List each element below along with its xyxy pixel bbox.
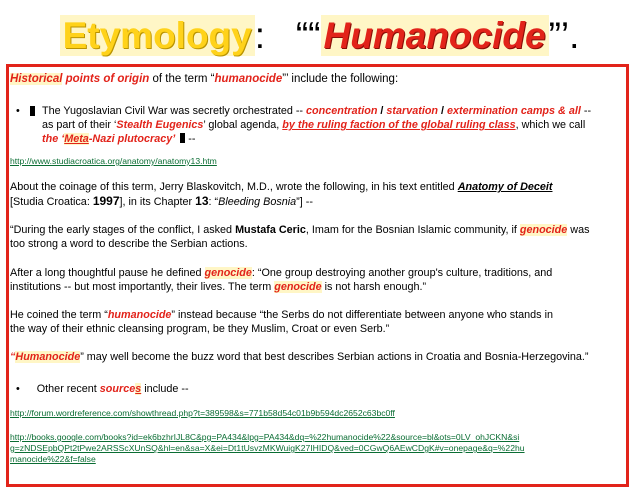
bullet-dot: • [16, 105, 20, 117]
para-after-c: institutions -- but most importantly, their lives. The term [10, 281, 275, 293]
bullet-2-a: Other recent [36, 383, 100, 395]
bleeding-bosnia: Bleeding Bosnia [218, 196, 297, 208]
genocide-3: genocide [274, 281, 322, 293]
bullet-2-b: include -- [141, 383, 189, 395]
link-google-books[interactable] [10, 432, 622, 465]
title-period: . [569, 15, 580, 56]
bullet-1-text-e: , which we call [515, 119, 586, 131]
slide-title [0, 14, 639, 58]
title-humanocide: Humanocide [321, 15, 549, 56]
para-during-c: was [567, 224, 590, 236]
bullet-1-text-b: -- [580, 105, 592, 117]
para-after-b: : “One group destroying another group's culture, traditions, and [251, 267, 553, 279]
stealth-eugenics: Stealth Eugenics [116, 119, 204, 131]
title-etymology: Etymology [60, 15, 255, 56]
para-coined-b: ” instead because “the Serbs do not differentiate between anyone who stands in [171, 309, 553, 321]
intro-term-pre: of the term “ [149, 73, 215, 85]
genocide-2: genocide [204, 267, 252, 279]
slash-2: / [438, 105, 448, 117]
bullet-1-text-h: -- [188, 133, 196, 145]
title-quote-open: ““ [295, 15, 321, 56]
para-buzz [10, 350, 622, 364]
humanocide-coined: humanocide [107, 309, 172, 321]
para-about-e: ”] -- [296, 196, 313, 208]
bullet-2-dot: • [16, 383, 20, 395]
intro-line [10, 72, 398, 86]
concentration: concentration [306, 105, 378, 117]
buzz-quote: “ [10, 351, 16, 363]
extermination-camps: extermination camps [447, 105, 556, 117]
bullet-1-line-1 [42, 104, 622, 118]
title-quote-close: ”’ [548, 15, 570, 56]
para-after-d: is not harsh enough.” [321, 281, 427, 293]
square-marker [30, 106, 35, 116]
intro-points: points of origin [65, 73, 150, 85]
sources-word: source [99, 383, 136, 395]
para-during [10, 223, 622, 251]
link-wordreference[interactable]: http://forum.wordreference.com/showthread.php?t=389598&s=771b58d54c01b9b594dc2652c63bc0ff [10, 408, 395, 418]
para-during-b: , Imam for the Bosnian Islamic community, if [305, 224, 520, 236]
ruling-faction: by the ruling faction of the global ruling class [282, 119, 516, 131]
square-marker-2 [180, 133, 185, 143]
chapter: 13 [195, 194, 209, 208]
bullet-1-text-f: the ‘ [42, 133, 65, 145]
para-after [10, 266, 622, 294]
link-google-books-3[interactable]: manocide%22&f=false [10, 454, 96, 464]
link-google-books-1[interactable]: http://books.google.com/books?id=ek6bzhrIJL8C&pg=PA434&lpg=PA434&dq=%22humanocide%22&source=bl&ots=0LV_ohJCKN&si [10, 432, 520, 442]
ampersand: & [555, 105, 569, 117]
para-after-a: After a long thoughtful pause he defined [10, 267, 205, 279]
para-coined [10, 308, 622, 336]
bullet-1-line-3 [42, 132, 622, 146]
bullet-1-line-2 [42, 118, 622, 132]
humanocide-buzz: Humanocide [15, 351, 81, 363]
para-during-d: too strong a word to describe the Serbian actions. [10, 238, 248, 250]
intro-historical: Historical [10, 73, 63, 85]
intro-term-post: ”’ include the following: [282, 73, 399, 85]
genocide-1: genocide [519, 224, 568, 236]
para-coined-c: the way of their ethnic cleansing program, be they Muslim, Croat or even Serb.” [10, 323, 390, 335]
para-during-a: “During the early stages of the conflict, I asked [10, 224, 236, 236]
para-coined-a: He coined the term “ [10, 309, 108, 321]
para-about [10, 180, 622, 209]
nazi-plutocracy: -Nazi plutocracy [88, 133, 173, 145]
book-title: Anatomy of Deceit [457, 181, 553, 193]
title-colon: : [254, 15, 266, 56]
bullet-1-text-c: as part of their ‘ [42, 119, 117, 131]
starvation: starvation [386, 105, 439, 117]
intro-humanocide: humanocide [214, 73, 283, 85]
link-studiacroatica[interactable]: http://www.studiacroatica.org/anatomy/anatomy13.htm [10, 156, 217, 166]
sources-s: s [135, 383, 142, 395]
mustafa-ceric: Mustafa Ceric [235, 224, 306, 236]
para-about-b: [Studia Croatica: [10, 196, 93, 208]
link-google-books-2[interactable]: g=zNDSEpbQPt2tPwe2ARSScXUnSQ&hl=en&sa=X&ei=Dt1tUsvzMKWuigK27IHIDQ&ved=0CGwQ6AEwCDgK#v=onepage&q=%22hu [10, 443, 525, 453]
bullet-1-text-a: The Yugoslavian Civil War was secretly orchestrated -- [42, 105, 307, 117]
para-buzz-a: ” may well become the buzz word that best describes Serbian actions in Croatia and Bosnia-Herzegovina.” [80, 351, 589, 363]
para-about-c: ], in its Chapter [119, 196, 196, 208]
meta: Meta [64, 133, 89, 145]
para-about-d: : “ [208, 196, 219, 208]
bullet-2 [10, 382, 622, 396]
bullet-1-text-d: ’ global agenda, [203, 119, 283, 131]
para-about-a: About the coinage of this term, Jerry Blaskovitch, M.D., wrote the following, in his text entitled [10, 181, 458, 193]
slash-1: / [377, 105, 387, 117]
all: all [568, 105, 581, 117]
year: 1997 [92, 194, 120, 208]
bullet-1-text-g: ’ [172, 133, 176, 145]
